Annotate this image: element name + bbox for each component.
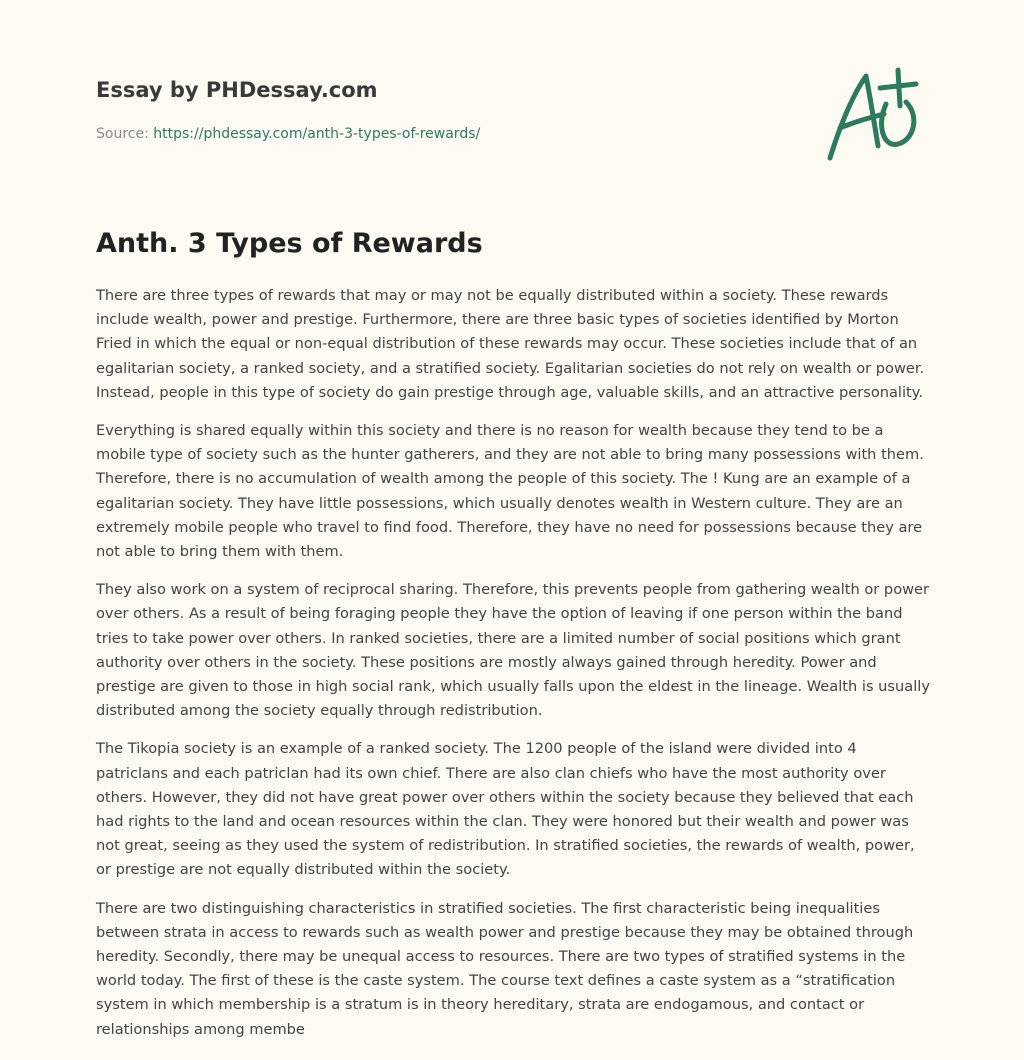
essay-paragraph: There are three types of rewards that may or may not be equally distributed within a society. These rewards include wealth, power and prestige. Furthermore, there are three basic types of societies identified by Morton Fried in which the equal or non-equal distribution of these rewards may occur. These societies include that of an egalitarian society, a ranked society, and a stratified society. Egalitarian societies do not rely on wealth or power. Instead, people in this type of society do gain prestige through age, valuable skills, and an attractive personality. — [96, 287, 925, 401]
page-header — [96, 76, 796, 144]
source-line — [96, 124, 796, 144]
essay-paragraph: The Tikopia society is an example of a ranked society. The 1200 people of the island were divided into 4 patriclans and each patriclan had its own chief. There are also clan chiefs who have the most authority over others. However, they did not have great power over others within the society because they believed that each had rights to the land and ocean resources within the clan. They were honored but their wealth and power was not great, seeing as they used the system of redistribution. In stratified societies, the rewards of wealth, power, or prestige are not equally distributed within the society. — [96, 740, 915, 879]
source-link[interactable]: https://phdessay.com/anth-3-types-of-rewards/ — [153, 126, 481, 142]
essay-paragraph: Everything is shared equally within this society and there is no reason for wealth because they tend to be a mobile type of society such as the hunter gatherers, and they are not able to bring many possessions with them. Therefore, there is no accumulation of wealth among the people of this society. The ! Kung are an example of a egalitarian society. They have little possessions, which usually denotes wealth in Western culture. They are an extremely mobile people who travel to find food. Therefore, they have no need for possessions because they are not able to bring them with them. — [96, 422, 924, 561]
a-plus-logo-icon — [822, 66, 926, 166]
essay-paragraph: They also work on a system of reciprocal sharing. Therefore, this prevents people from gathering wealth or power over others. As a result of being foraging people they have the option of leaving if one person within the band tries to take power over others. In ranked societies, there are a limited number of social positions which grant authority over others in the society. These positions are mostly always gained through heredity. Power and prestige are given to those in high social rank, which usually falls upon the eldest in the lineage. Wealth is usually distributed among the society equally through redistribution. — [96, 581, 930, 720]
essay-body — [96, 284, 932, 1056]
essay-title: Anth. 3 Types of Rewards — [96, 228, 483, 259]
essay-paragraph: There are two distinguishing characteristics in stratified societies. The first characteristic being inequalities between strata in access to rewards such as wealth power and prestige because they may be obtained through heredity. Secondly, there may be unequal access to resources. There are two types of stratified systems in the world today. The first of these is the caste system. The course text defines a caste system as a “stratification system in which membership is a stratum is in theory hereditary, strata are endogamous, and contact or relationships among membe — [96, 899, 914, 1038]
source-label: Source: — [96, 126, 149, 142]
site-brand: Essay by PHDessay.com — [96, 78, 378, 102]
